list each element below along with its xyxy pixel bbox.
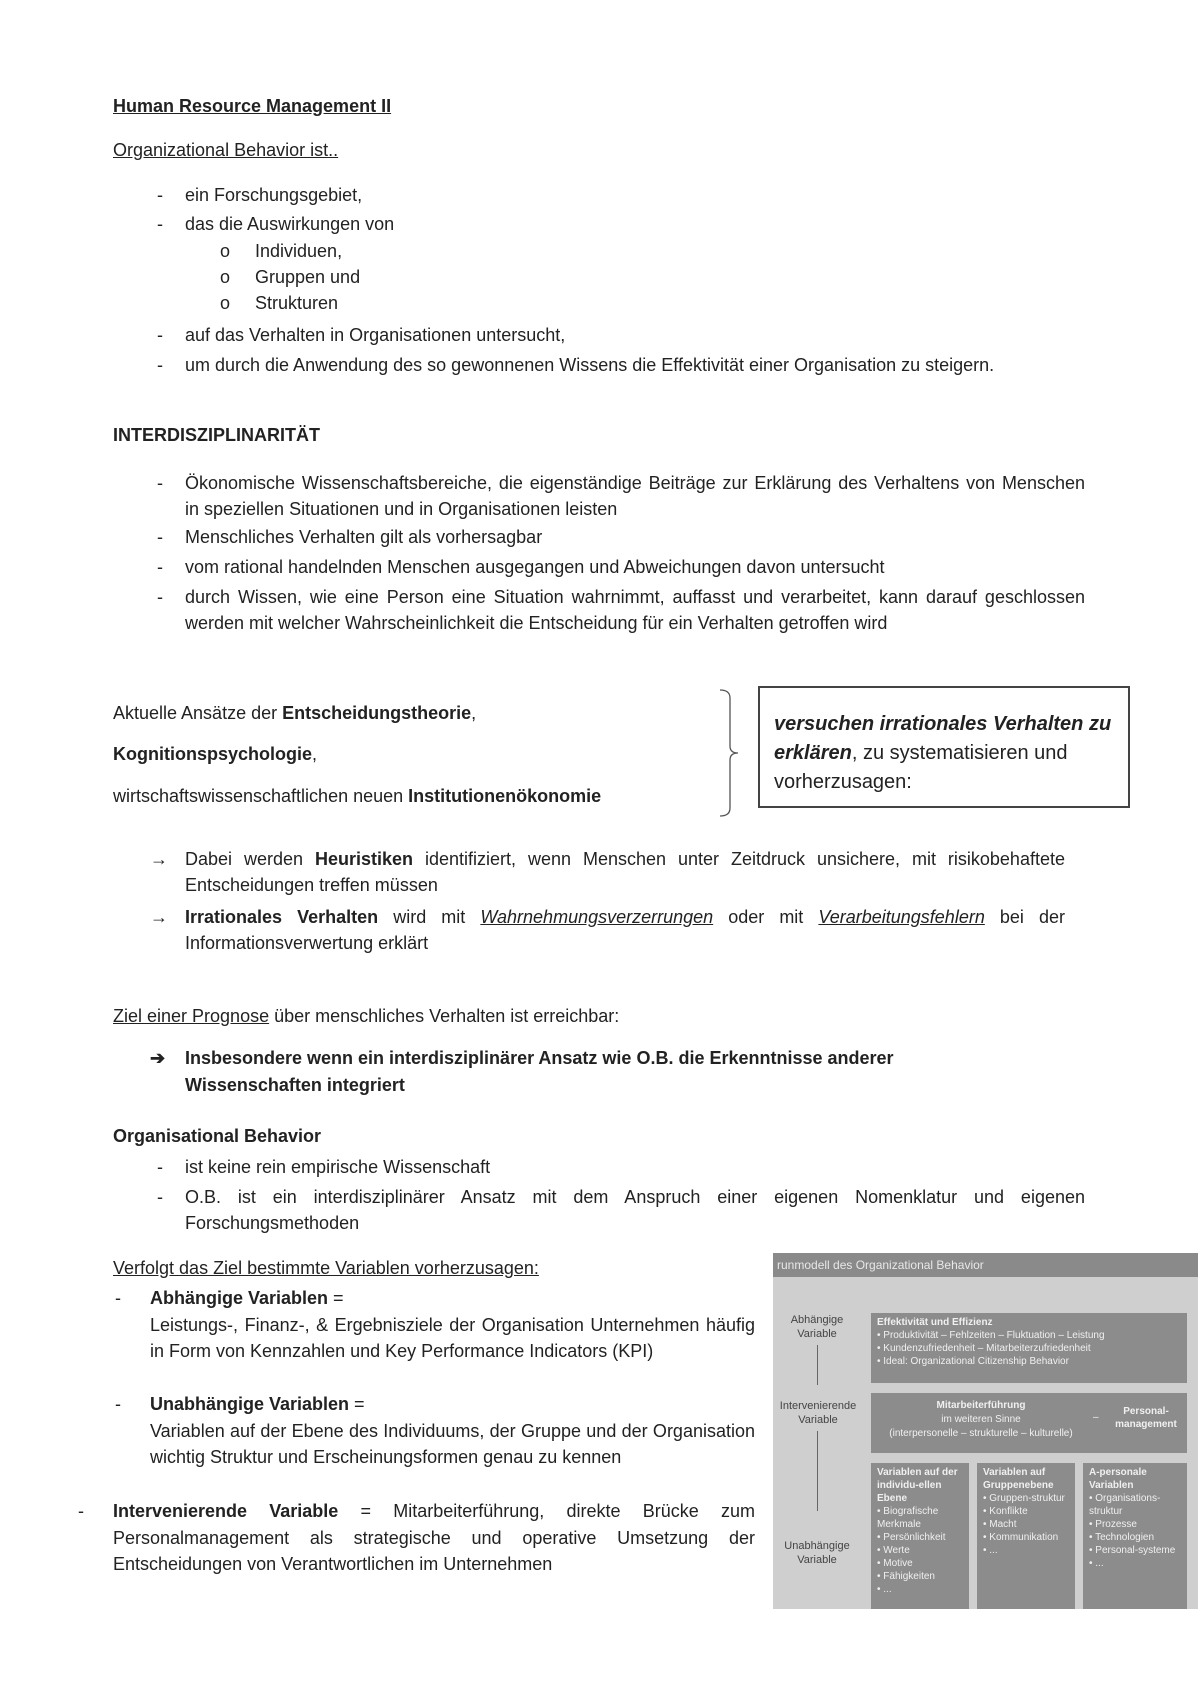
ob2-list — [150, 1154, 1085, 1236]
arrow-item-2: → Irrationales Verhalten wird mit Wahrnehmungsverzerrungen oder mit Verarbeitungsfehlern bei der Informationsverwertung erklärt — [150, 907, 1066, 953]
approach-line-3: wirtschaftswissenschaftlichen neuen Institutionenökonomie — [113, 786, 602, 806]
list-item: - durch Wissen, wie eine Person eine Situation wahrnimmt, auffasst und verarbeitet, kann darauf geschlossen werden mit welcher Wahrscheinlichkeit die Entscheidung für ein Verhalten getroffen wird — [157, 587, 1085, 633]
list-item: - Ökonomische Wissenschaftsbereiche, die eigenständige Beiträge zur Erklärung des Verhaltens von Menschen in speziellen Situationen und in Organisationen leisten — [157, 473, 1085, 519]
document-title: Human Resource Management II — [113, 96, 392, 116]
inter-list — [150, 470, 1085, 636]
label-dependent: Abhängige Variable — [790, 1314, 844, 1340]
callout-box — [758, 686, 1130, 808]
arrow-up-1 — [817, 1345, 818, 1385]
list-item: - ist keine rein empirische Wissenschaft — [157, 1157, 491, 1177]
vars-independent: - Unabhängige Variablen = Variablen auf der Ebene des Individuums, der Gruppe und der Organisation wichtig Struktur und Erscheinungsformen genau zu kennen — [115, 1394, 755, 1467]
approach-line-1: Aktuelle Ansätze der Entscheidungstheorie, — [113, 703, 477, 723]
ziel-arrow-item: ➔ Insbesondere wenn ein interdisziplinärer Ansatz wie O.B. die Erkenntnisse anderer Wissenschaften integriert — [150, 1048, 894, 1095]
box-leadership: Mitarbeiterführung im weiteren Sinne (interpersonelle – strukturelle – kulturelle) – Personal-management — [871, 1393, 1187, 1453]
ob2-heading: Organisational Behavior — [113, 1126, 322, 1146]
vars-dependent: - Abhängige Variablen = Leistungs-, Finanz-, & Ergebnisziele der Organisation Unternehmen häufig in Form von Kennzahlen und Key Performance Indicators (KPI) — [115, 1288, 755, 1361]
callout-italic: versuchen irrationales Verhalten zu erklären — [774, 713, 1112, 764]
list-item: - vom rational handelnden Menschen ausgegangen und Abweichungen davon untersucht — [157, 557, 885, 577]
ob-heading: Organizational Behavior ist.. — [113, 140, 339, 160]
ziel-line: Ziel einer Prognose über menschliches Verhalten ist erreichbar: — [113, 1006, 620, 1026]
box-apersonal-variables: A-personale Variablen • Organisations-struktur • Prozesse • Technologien • Personal-systeme • ... — [1083, 1463, 1187, 1609]
label-independent: Unabhängige Variable — [784, 1540, 850, 1566]
ob-model-diagram — [773, 1253, 1198, 1609]
inter-heading: INTERDISZIPLINARITÄT — [113, 425, 320, 445]
vars-intervening: - Intervenierende Variable = Mitarbeiterführung, direkte Brücke zum Personalmanagement als strategische und operative Umsetzung der Entscheidungen von Verantwortlichen im Unternehmen — [78, 1501, 755, 1574]
arrow-item-1: → Dabei werden Heuristiken identifiziert, wenn Menschen unter Zeitdruck unsichere, mit risikobehaftete Entscheidungen treffen müssen — [150, 849, 1065, 895]
box-group-variables: Variablen auf Gruppenebene • Gruppen-struktur • Konflikte • Macht • Kommunikation • ... — [977, 1463, 1075, 1609]
arrow-up-2 — [817, 1431, 818, 1511]
box-individual-variables: Variablen auf der individu-ellen Ebene • Biografische Merkmale • Persönlichkeit • Werte • Motive • Fähigkeiten • ... — [871, 1463, 969, 1609]
list-item: - O.B. ist ein interdisziplinärer Ansatz mit dem Anspruch einer eigenen Nomenklatur und eigenen Forschungsmethoden — [157, 1187, 1085, 1233]
diagram-title: runmodell des Organizational Behavior — [773, 1253, 1198, 1277]
callout-rest: , zu systematisieren und vorherzusagen: — [774, 742, 1068, 793]
box-effectiveness: Effektivität und Effizienz • Produktivität – Fehlzeiten – Fluktuation – Leistung • Kundenzufriedenheit – Mitarbeiterzufriedenheit • Ideal: Organizational Citizenship Behavior — [871, 1313, 1187, 1383]
vars-heading: Verfolgt das Ziel bestimmte Variablen vorherzusagen: — [113, 1258, 539, 1278]
approach-line-2: Kognitionspsychologie, — [113, 744, 318, 764]
label-intervening: Intervenierende Variable — [779, 1400, 857, 1426]
list-item: - Menschliches Verhalten gilt als vorhersagbar — [157, 527, 543, 547]
brace-icon — [718, 688, 748, 818]
